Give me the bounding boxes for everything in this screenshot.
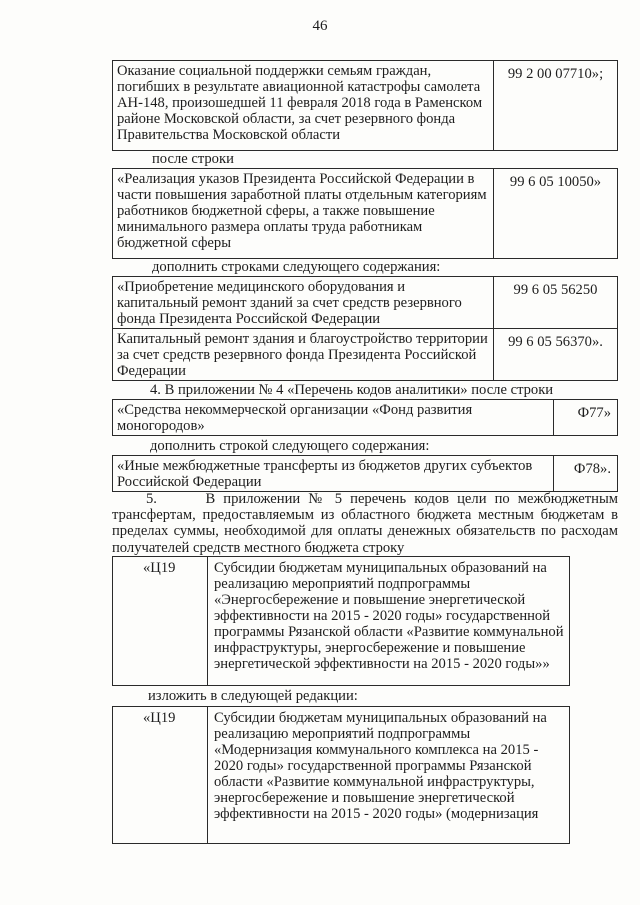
row-code: Ф77» xyxy=(554,400,618,436)
after-row-label: после строки xyxy=(152,151,234,167)
page-number: 46 xyxy=(312,18,328,34)
table-row xyxy=(113,400,618,436)
row-code: «Ц19 xyxy=(113,707,208,844)
table-section4-after xyxy=(112,399,618,436)
table-row xyxy=(113,169,618,259)
row-text: Оказание социальной поддержки семьям граждан, погибших в результате авиационной катастрофы самолета АН-148, произошедшей 11 февраля 2018 года в Раменском районе Московской области, за счет резервного фонда Правительства Московской области xyxy=(113,61,494,151)
table-prev-row xyxy=(112,60,618,151)
section5-new-label: изложить в следующей редакции: xyxy=(148,688,358,704)
table-row xyxy=(113,329,618,381)
row-text: «Реализация указов Президента Российской Федерации в части повышения заработной платы отдельным категориям работников бюджетной сферы, а также повышение минимального размера оплаты труда работникам бюджетной сферы xyxy=(113,169,494,259)
row-code: «Ц19 xyxy=(113,557,208,686)
row-code: 99 6 05 10050» xyxy=(494,169,618,259)
table-row xyxy=(113,557,570,686)
row-code: 99 2 00 07710»; xyxy=(494,61,618,151)
add-rows-label: дополнить строками следующего содержания: xyxy=(152,259,441,275)
table-after-row xyxy=(112,168,618,259)
row-text: Капитальный ремонт здания и благоустройство территории за счет средств резервного фонда Президента Российской Федерации xyxy=(113,329,494,381)
row-text: Субсидии бюджетам муниципальных образований на реализацию мероприятий подпрограммы «Модернизация коммунального комплекса на 2015 - 2020 годы» государственной программы Рязанской области «Развитие коммунальной инфраструктуры, энергосбережение и повышение энергетической эффективности на 2015 - 2020 годы» (модернизация xyxy=(208,707,570,844)
row-text: «Средства некоммерческой организации «Фонд развития моногородов» xyxy=(113,400,554,436)
section4-heading: 4. В приложении № 4 «Перечень кодов аналитики» после строки xyxy=(150,382,554,398)
table-row xyxy=(113,277,618,329)
row-text: «Приобретение медицинского оборудования и капитальный ремонт зданий за счет средств резервного фонда Президента Российской Федерации xyxy=(113,277,494,329)
section5-paragraph xyxy=(112,491,618,556)
row-code: Ф78». xyxy=(554,456,618,492)
section5-text: В приложении № 5 перечень кодов цели по межбюджетным трансфертам, предоставляемым из областного бюджета местным бюджетам в пределах суммы, необходимой для оплаты денежных обязательств по расходам получателей средств местного бюджета строку xyxy=(112,491,618,556)
row-code: 99 6 05 56370». xyxy=(494,329,618,381)
row-text: Субсидии бюджетам муниципальных образований на реализацию мероприятий подпрограммы «Энергосбережение и повышение энергетической эффективности на 2015 - 2020 годы» государственной программы Рязанской области «Развитие коммунальной инфраструктуры, энергосбережение и повышение энергетической эффективности на 2015 - 2020 годы»» xyxy=(208,557,570,686)
row-text: «Иные межбюджетные трансферты из бюджетов других субъектов Российской Федерации xyxy=(113,456,554,492)
section5-number: 5. xyxy=(146,491,157,507)
section4-add-label: дополнить строкой следующего содержания: xyxy=(150,438,430,454)
table-section5-new xyxy=(112,706,570,844)
table-row xyxy=(113,707,570,844)
table-section4-new xyxy=(112,455,618,492)
table-new-rows xyxy=(112,276,618,381)
table-row xyxy=(113,61,618,151)
table-section5-old xyxy=(112,556,570,686)
row-code: 99 6 05 56250 xyxy=(494,277,618,329)
table-row xyxy=(113,456,618,492)
